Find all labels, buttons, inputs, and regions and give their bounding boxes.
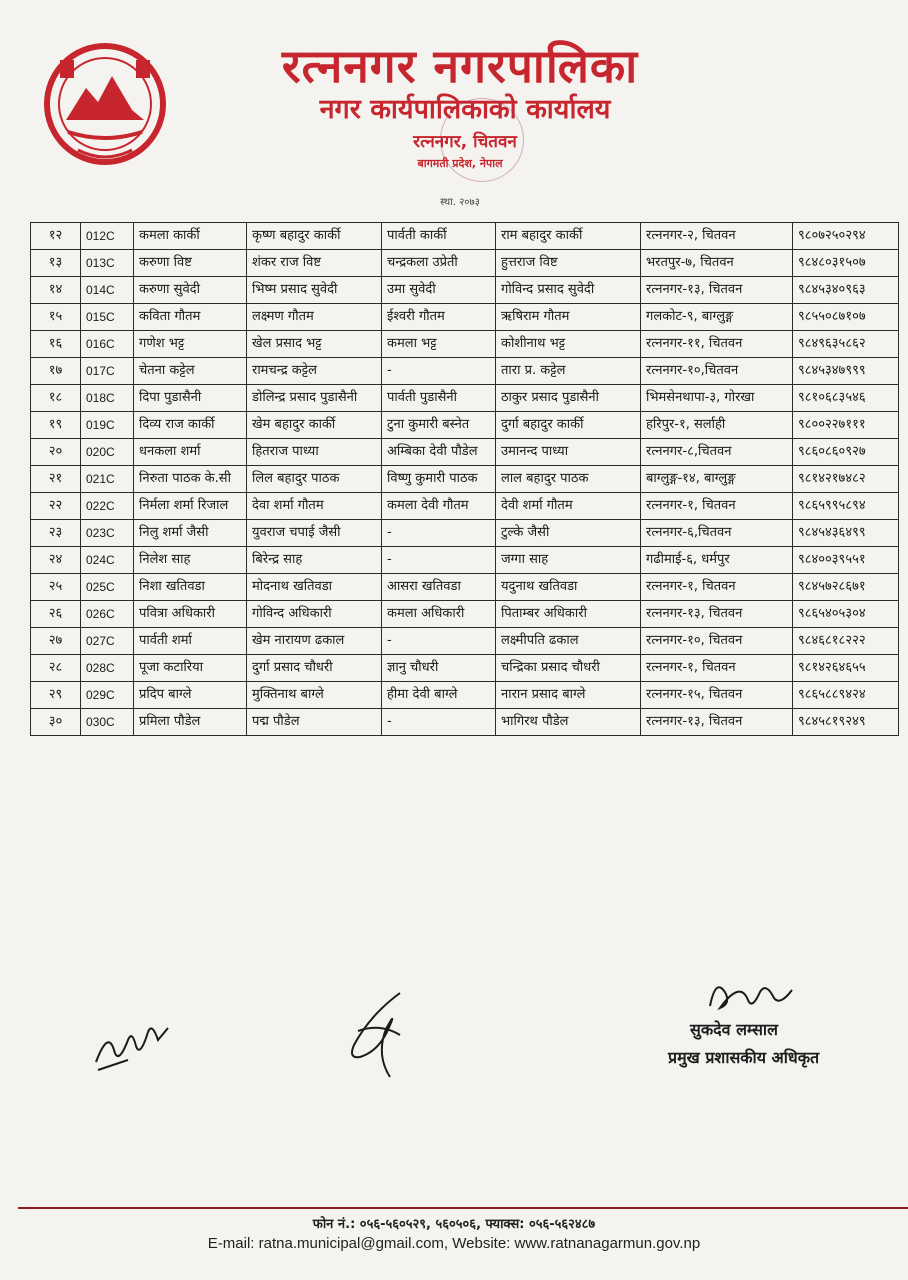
address-cell: गढीमाई-६, धर्मपुर: [641, 547, 793, 574]
code-cell: 017C: [81, 358, 134, 385]
mother-name-cell: अम्बिका देवी पौडेल: [382, 439, 496, 466]
name-cell: निरुता पाठक के.सी: [134, 466, 247, 493]
name-cell: चेतना कट्टेल: [134, 358, 247, 385]
code-cell: 024C: [81, 547, 134, 574]
grandfather-name-cell: दुर्गा बहादुर कार्की: [496, 412, 641, 439]
father-name-cell: खेल प्रसाद भट्ट: [247, 331, 382, 358]
serial-number-cell: १८: [31, 385, 81, 412]
table-row: [31, 385, 899, 412]
table-row: [31, 304, 899, 331]
address-cell: रत्ननगर-१५, चितवन: [641, 682, 793, 709]
phone-cell: ९८६०८६०९२७: [793, 439, 899, 466]
table-row: [31, 466, 899, 493]
serial-number-cell: २९: [31, 682, 81, 709]
signatory-name: सुकदेव लम्साल: [690, 1020, 778, 1039]
serial-number-cell: १३: [31, 250, 81, 277]
grandfather-name-cell: देवी शर्मा गौतम: [496, 493, 641, 520]
signature-middle-icon: [340, 985, 430, 1085]
address-cell: भिमसेनथापा-३, गोरखा: [641, 385, 793, 412]
phone-cell: ९८४९६३५८६२: [793, 331, 899, 358]
address-cell: भरतपुर-७, चितवन: [641, 250, 793, 277]
table-row: [31, 493, 899, 520]
footer-contact: E-mail: ratna.municipal@gmail.com, Website: www.ratnanagarmun.gov.np: [207, 1235, 701, 1252]
signatory-title: प्रमुख प्रशासकीय अधिकृत: [668, 1048, 820, 1067]
table-body: [31, 223, 899, 736]
address-cell: रत्ननगर-२, चितवन: [641, 223, 793, 250]
serial-number-cell: २२: [31, 493, 81, 520]
serial-number-cell: १५: [31, 304, 81, 331]
code-cell: 028C: [81, 655, 134, 682]
phone-cell: ९८४६८१८२२२: [793, 628, 899, 655]
grandfather-name-cell: चन्द्रिका प्रसाद चौधरी: [496, 655, 641, 682]
name-cell: पूजा कटारिया: [134, 655, 247, 682]
grandfather-name-cell: उमानन्द पाध्या: [496, 439, 641, 466]
address-cell: रत्ननगर-१, चितवन: [641, 493, 793, 520]
mother-name-cell: उमा सुवेदी: [382, 277, 496, 304]
name-cell: पवित्रा अधिकारी: [134, 601, 247, 628]
mother-name-cell: -: [382, 628, 496, 655]
mother-name-cell: -: [382, 547, 496, 574]
name-cell: धनकला शर्मा: [134, 439, 247, 466]
code-cell: 027C: [81, 628, 134, 655]
address-cell: हरिपुर-१, सर्लाही: [641, 412, 793, 439]
code-cell: 022C: [81, 493, 134, 520]
serial-number-cell: २८: [31, 655, 81, 682]
code-cell: 015C: [81, 304, 134, 331]
name-cell: निलु शर्मा जैसी: [134, 520, 247, 547]
phone-cell: ९८५५०८७१०७: [793, 304, 899, 331]
phone-cell: ९८१४२६४६५५: [793, 655, 899, 682]
serial-number-cell: १७: [31, 358, 81, 385]
father-name-cell: मोदनाथ खतिवडा: [247, 574, 382, 601]
code-cell: 018C: [81, 385, 134, 412]
father-name-cell: कृष्ण बहादुर कार्की: [247, 223, 382, 250]
footer-phone: फोन नं.: ०५६-५६०५२९, ५६०५०६, फ्याक्स: ०५६-५६२४८७: [312, 1217, 596, 1232]
address-cell: रत्ननगर-१३, चितवन: [641, 709, 793, 736]
code-cell: 023C: [81, 520, 134, 547]
office-subtitle: नगर कार्यपालिकाको कार्यालय: [319, 94, 611, 125]
father-name-cell: शंकर राज विष्ट: [247, 250, 382, 277]
grandfather-name-cell: भागिरथ पौडेल: [496, 709, 641, 736]
code-cell: 013C: [81, 250, 134, 277]
name-cell: निशा खतिवडा: [134, 574, 247, 601]
code-cell: 030C: [81, 709, 134, 736]
name-cell: कविता गौतम: [134, 304, 247, 331]
grandfather-name-cell: लक्ष्मीपति ढकाल: [496, 628, 641, 655]
father-name-cell: दुर्गा प्रसाद चौधरी: [247, 655, 382, 682]
serial-number-cell: २५: [31, 574, 81, 601]
address-cell: रत्ननगर-१, चितवन: [641, 655, 793, 682]
phone-cell: ९८६५९९५८९४: [793, 493, 899, 520]
code-cell: 025C: [81, 574, 134, 601]
father-name-cell: मुक्तिनाथ बाग्ले: [247, 682, 382, 709]
candidate-table: [30, 222, 899, 736]
address-cell: रत्ननगर-१, चितवन: [641, 574, 793, 601]
phone-cell: ९८६५४०५३०४: [793, 601, 899, 628]
grandfather-name-cell: टुल्के जैसी: [496, 520, 641, 547]
phone-cell: ९८४५३४७९९९: [793, 358, 899, 385]
name-cell: गणेश भट्ट: [134, 331, 247, 358]
father-name-cell: हितराज पाध्या: [247, 439, 382, 466]
table-row: [31, 223, 899, 250]
serial-number-cell: ३०: [31, 709, 81, 736]
address-cell: रत्ननगर-१३, चितवन: [641, 601, 793, 628]
phone-cell: ९८१०६८३५४६: [793, 385, 899, 412]
code-cell: 029C: [81, 682, 134, 709]
grandfather-name-cell: हुत्तराज विष्ट: [496, 250, 641, 277]
mother-name-cell: हीमा देवी बाग्ले: [382, 682, 496, 709]
address-cell: रत्ननगर-१०,चितवन: [641, 358, 793, 385]
table-row: [31, 547, 899, 574]
table-row: [31, 331, 899, 358]
name-cell: करुणा विष्ट: [134, 250, 247, 277]
father-name-cell: खेम नारायण ढकाल: [247, 628, 382, 655]
father-name-cell: खेम बहादुर कार्की: [247, 412, 382, 439]
phone-cell: ९८४५३४०९६३: [793, 277, 899, 304]
mother-name-cell: विष्णु कुमारी पाठक: [382, 466, 496, 493]
mother-name-cell: टुना कुमारी बस्नेत: [382, 412, 496, 439]
mother-name-cell: -: [382, 520, 496, 547]
table-row: [31, 520, 899, 547]
phone-cell: ९८४८०३१५०७: [793, 250, 899, 277]
municipality-emblem-icon: [38, 40, 172, 168]
grandfather-name-cell: राम बहादुर कार्की: [496, 223, 641, 250]
mother-name-cell: ज्ञानु चौधरी: [382, 655, 496, 682]
father-name-cell: लक्ष्मण गौतम: [247, 304, 382, 331]
name-cell: निलेश साह: [134, 547, 247, 574]
serial-number-cell: २७: [31, 628, 81, 655]
serial-number-cell: १६: [31, 331, 81, 358]
municipality-title: रत्ननगर नगरपालिका: [281, 39, 639, 93]
code-cell: 014C: [81, 277, 134, 304]
serial-number-cell: २०: [31, 439, 81, 466]
father-name-cell: गोविन्द अधिकारी: [247, 601, 382, 628]
grandfather-name-cell: पिताम्बर अधिकारी: [496, 601, 641, 628]
grandfather-name-cell: ठाकुर प्रसाद पुडासैनी: [496, 385, 641, 412]
phone-cell: ९८४००३९५५१: [793, 547, 899, 574]
grandfather-name-cell: जग्गा साह: [496, 547, 641, 574]
table-row: [31, 601, 899, 628]
address-cell: बाग्लुङ्ग-१४, बाग्लुङ्ग: [641, 466, 793, 493]
serial-number-cell: १२: [31, 223, 81, 250]
name-cell: प्रमिला पौडेल: [134, 709, 247, 736]
mother-name-cell: पार्वती कार्की: [382, 223, 496, 250]
grandfather-name-cell: गोविन्द प्रसाद सुवेदी: [496, 277, 641, 304]
table-row: [31, 709, 899, 736]
father-name-cell: भिष्म प्रसाद सुवेदी: [247, 277, 382, 304]
father-name-cell: डोलिन्द्र प्रसाद पुडासैनी: [247, 385, 382, 412]
mother-name-cell: -: [382, 358, 496, 385]
address-cell: रत्ननगर-६,चितवन: [641, 520, 793, 547]
grandfather-name-cell: तारा प्र. कट्टेल: [496, 358, 641, 385]
table-row: [31, 439, 899, 466]
signature-left-icon: [88, 1000, 178, 1080]
father-name-cell: बिरेन्द्र साह: [247, 547, 382, 574]
address-cell: रत्ननगर-८,चितवन: [641, 439, 793, 466]
serial-number-cell: २१: [31, 466, 81, 493]
mother-name-cell: ईश्वरी गौतम: [382, 304, 496, 331]
name-cell: दिपा पुडासैनी: [134, 385, 247, 412]
phone-cell: ९८४५७२८६७१: [793, 574, 899, 601]
table-row: [31, 250, 899, 277]
name-cell: निर्मला शर्मा रिजाल: [134, 493, 247, 520]
mother-name-cell: चन्द्रकला उप्रेती: [382, 250, 496, 277]
father-name-cell: पद्म पौडेल: [247, 709, 382, 736]
code-cell: 019C: [81, 412, 134, 439]
mother-name-cell: आसरा खतिवडा: [382, 574, 496, 601]
code-cell: 026C: [81, 601, 134, 628]
mother-name-cell: कमला भट्ट: [382, 331, 496, 358]
phone-cell: ९८००२२७१११: [793, 412, 899, 439]
table-row: [31, 682, 899, 709]
table-row: [31, 574, 899, 601]
code-cell: 021C: [81, 466, 134, 493]
signature-officer-icon: [700, 970, 800, 1020]
table-row: [31, 358, 899, 385]
office-address: रत्ननगर, चितवन: [413, 132, 517, 152]
code-cell: 016C: [81, 331, 134, 358]
grandfather-name-cell: ऋषिराम गौतम: [496, 304, 641, 331]
name-cell: कमला कार्की: [134, 223, 247, 250]
name-cell: प्रदिप बाग्ले: [134, 682, 247, 709]
grandfather-name-cell: लाल बहादुर पाठक: [496, 466, 641, 493]
name-cell: दिव्य राज कार्की: [134, 412, 247, 439]
father-name-cell: युवराज चपाई जैसी: [247, 520, 382, 547]
serial-number-cell: १४: [31, 277, 81, 304]
address-cell: रत्ननगर-११, चितवन: [641, 331, 793, 358]
province-label: बागमती प्रदेश, नेपाल: [417, 157, 503, 170]
code-cell: 012C: [81, 223, 134, 250]
father-name-cell: देवा शर्मा गौतम: [247, 493, 382, 520]
father-name-cell: लिल बहादुर पाठक: [247, 466, 382, 493]
code-cell: 020C: [81, 439, 134, 466]
table-row: [31, 412, 899, 439]
name-cell: करुणा सुवेदी: [134, 277, 247, 304]
mother-name-cell: कमला अधिकारी: [382, 601, 496, 628]
table-row: [31, 628, 899, 655]
footer-divider: [18, 1207, 908, 1209]
mother-name-cell: कमला देवी गौतम: [382, 493, 496, 520]
serial-number-cell: २४: [31, 547, 81, 574]
grandfather-name-cell: कोशीनाथ भट्ट: [496, 331, 641, 358]
name-cell: पार्वती शर्मा: [134, 628, 247, 655]
letterhead: [0, 0, 908, 222]
phone-cell: ९८०७२५०२९४: [793, 223, 899, 250]
address-cell: रत्ननगर-१३, चितवन: [641, 277, 793, 304]
phone-cell: ९८६५८८९४२४: [793, 682, 899, 709]
serial-number-cell: २३: [31, 520, 81, 547]
mother-name-cell: पार्वती पुडासैनी: [382, 385, 496, 412]
phone-cell: ९८१४२१७४८२: [793, 466, 899, 493]
serial-number-cell: १९: [31, 412, 81, 439]
phone-cell: ९८४५८१९२४९: [793, 709, 899, 736]
phone-cell: ९८४५४३६४९९: [793, 520, 899, 547]
father-name-cell: रामचन्द्र कट्टेल: [247, 358, 382, 385]
serial-number-cell: २६: [31, 601, 81, 628]
table-row: [31, 655, 899, 682]
grandfather-name-cell: यदुनाथ खतिवडा: [496, 574, 641, 601]
mother-name-cell: -: [382, 709, 496, 736]
address-cell: रत्ननगर-१०, चितवन: [641, 628, 793, 655]
established-label: स्था. २०७३: [440, 197, 480, 208]
table-row: [31, 277, 899, 304]
address-cell: गलकोट-९, बाग्लुङ्ग: [641, 304, 793, 331]
grandfather-name-cell: नारान प्रसाद बाग्ले: [496, 682, 641, 709]
